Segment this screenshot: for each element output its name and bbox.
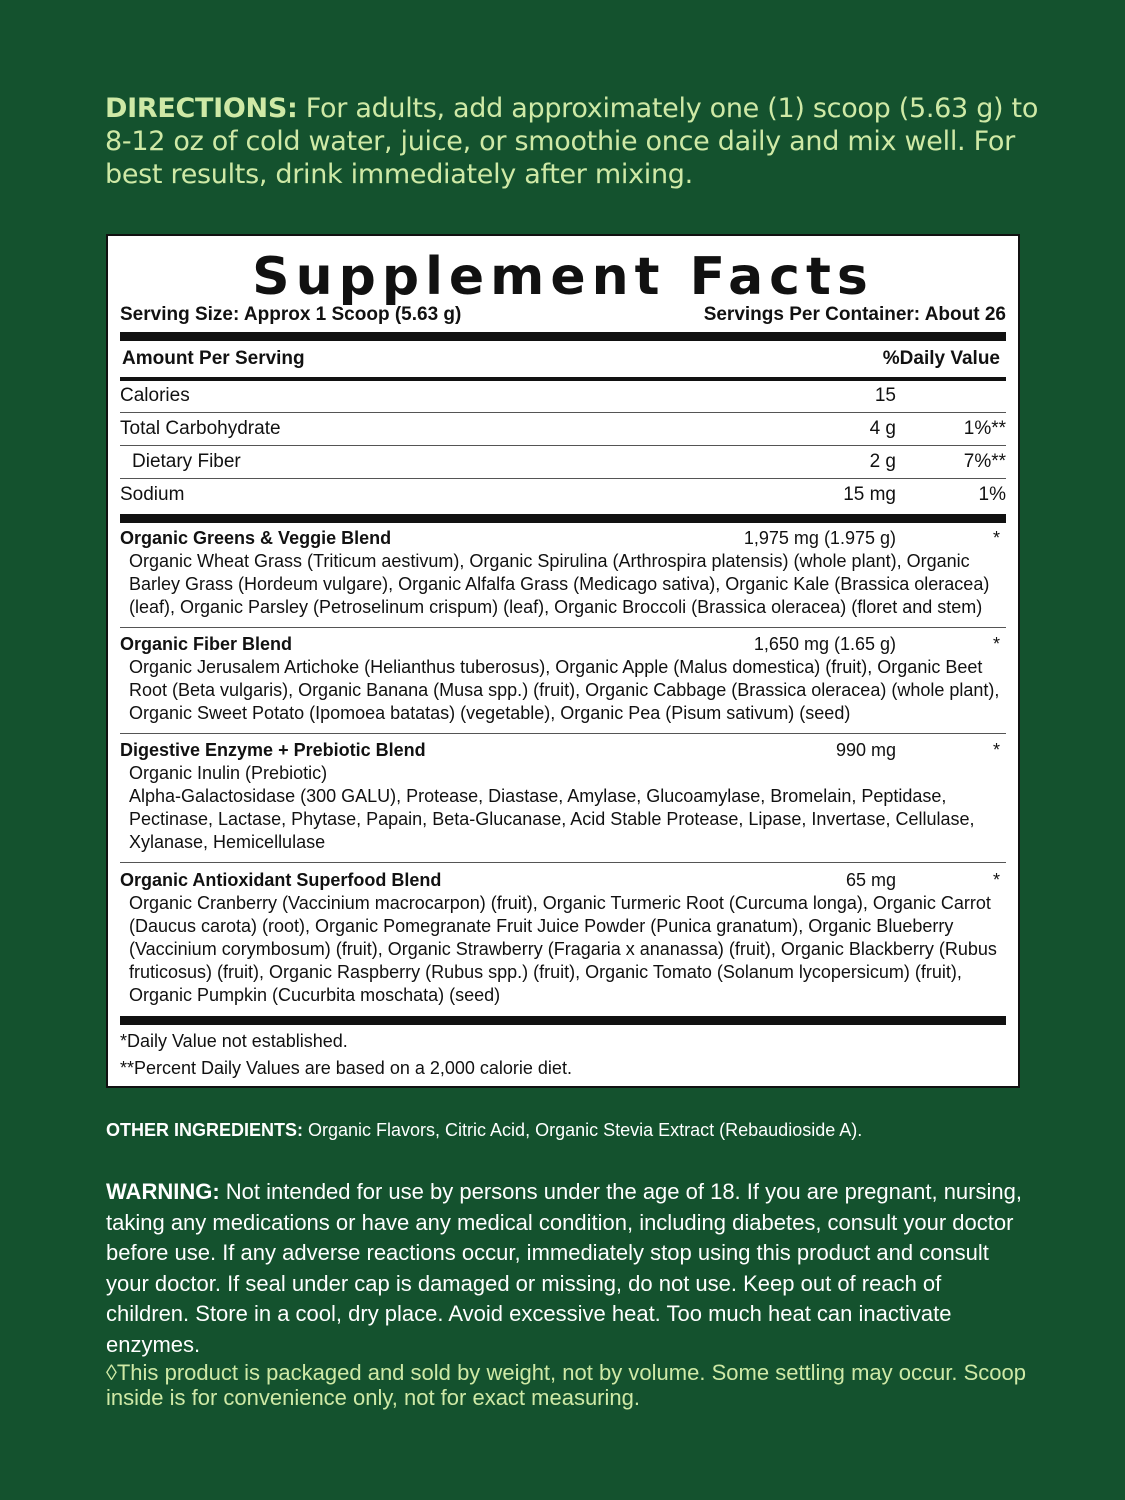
directions-text	[105, 92, 1040, 191]
serving-info	[120, 304, 1006, 326]
nutrient-dv: 1%	[978, 484, 1006, 505]
warning	[106, 1177, 1026, 1360]
nutrient-amount: 15	[874, 385, 896, 406]
nutrient-row	[120, 385, 1006, 409]
supplement-facts-panel	[106, 234, 1020, 1088]
directions-label: DIRECTIONS:	[105, 93, 298, 124]
divider	[120, 377, 1006, 381]
footnote-calorie: **Percent Daily Values are based on a 2,000 calorie diet.	[120, 1058, 572, 1078]
column-header	[122, 348, 1000, 370]
blend-amount: 990 mg	[835, 740, 896, 760]
dv-header: %Daily Value	[882, 348, 1000, 369]
divider	[120, 627, 1006, 628]
blend-name: Organic Fiber Blend	[120, 634, 293, 654]
settling-note: ◊This product is packaged and sold by weight, not by volume. Some settling may occur. Scoop inside is for convenience only, not for exact measuring.	[106, 1360, 1026, 1410]
servings-per-container: Servings Per Container: About 26	[703, 304, 1006, 325]
blend-name: Organic Antioxidant Superfood Blend	[120, 870, 442, 890]
serving-size: Serving Size: Approx 1 Scoop (5.63 g)	[120, 304, 462, 325]
divider	[120, 1016, 1006, 1025]
divider	[120, 862, 1006, 863]
blend-amount: 1,975 mg (1.975 g)	[743, 528, 896, 548]
divider	[120, 412, 1006, 413]
blend-ingredients: Organic Inulin (Prebiotic)	[129, 763, 328, 783]
blend-enzyme	[120, 739, 1006, 854]
nutrient-name: Calories	[120, 385, 190, 406]
panel-title: Supplement Facts	[252, 247, 874, 307]
blend-name: Organic Greens & Veggie Blend	[120, 528, 392, 548]
other-ingredients	[106, 1120, 1036, 1141]
blend-fiber	[120, 633, 1006, 725]
footnote-dv: *Daily Value not established.	[120, 1031, 348, 1051]
other-ingredients-text: Organic Flavors, Citric Acid, Organic Stevia Extract (Rebaudioside A).	[303, 1120, 863, 1140]
nutrient-name: Sodium	[120, 484, 185, 505]
blend-name: Digestive Enzyme + Prebiotic Blend	[120, 740, 426, 760]
blend-ingredients: Organic Jerusalem Artichoke (Helianthus tuberosus), Organic Apple (Malus domestica) (fruit), Organic Beet Root (Beta vulgaris), Organic Banana (Musa spp.) (fruit), Organic Cabbage (Brassica oleracea) (whole plant), Organic Sweet Potato (Ipomoea batatas) (vegetable), Organic Pea (Pisum sativum) (seed)	[129, 657, 1000, 723]
blend-dv: *	[992, 528, 1000, 548]
blend-greens	[120, 527, 1006, 619]
divider	[120, 332, 1006, 341]
blend-amount: 65 mg	[845, 870, 896, 890]
divider	[120, 445, 1006, 446]
nutrient-row	[120, 484, 1006, 508]
divider	[120, 478, 1006, 479]
amount-header: Amount Per Serving	[122, 348, 305, 369]
blend-dv: *	[992, 870, 1000, 890]
warning-text: Not intended for use by persons under the age of 18. If you are pregnant, nursing, taking any medications or have any medical condition, including diabetes, consult your doctor before use. If any adverse reactions occur, immediately stop using this product and consult your doctor. If seal under cap is damaged or missing, do not use. Keep out of reach of children. Store in a cool, dry place. Avoid excessive heat. Too much heat can inactivate enzymes.	[106, 1179, 1022, 1357]
blend-antioxidant	[120, 869, 1006, 1007]
blend-ingredients: Organic Cranberry (Vaccinium macrocarpon) (fruit), Organic Turmeric Root (Curcuma longa), Organic Carrot (Daucus carota) (root), Organic Pomegranate Fruit Juice Powder (Punica granatum), Organic Blueberry (Vaccinium corymbosum) (fruit), Organic Strawberry (Fragaria x ananassa) (fruit), Organic Blackberry (Rubus fruticosus) (fruit), Organic Raspberry (Rubus spp.) (fruit), Organic Tomato (Solanum lycopersicum) (fruit), Organic Pumpkin (Cucurbita moschata) (seed)	[129, 893, 997, 1005]
nutrient-amount: 2 g	[869, 451, 896, 472]
blend-dv: *	[992, 634, 1000, 654]
divider	[120, 733, 1006, 734]
nutrient-amount: 4 g	[869, 418, 896, 439]
nutrient-row	[120, 418, 1006, 442]
warning-label: WARNING:	[106, 1179, 220, 1204]
nutrient-dv: 7%**	[963, 451, 1006, 472]
nutrient-amount: 15 mg	[843, 484, 896, 505]
blend-ingredients-enzymes: Alpha-Galactosidase (300 GALU), Protease, Diastase, Amylase, Glucoamylase, Bromelain, Peptidase, Pectinase, Lactase, Phytase, Papain, Beta-Glucanase, Acid Stable Protease, Lipase, Invertase, Cellulase, Xylanase, Hemicellulase	[129, 786, 975, 852]
nutrient-name: Dietary Fiber	[132, 451, 241, 472]
nutrient-name: Total Carbohydrate	[120, 418, 281, 439]
blend-ingredients: Organic Wheat Grass (Triticum aestivum), Organic Spirulina (Arthrospira platensis) (whole plant), Organic Barley Grass (Hordeum vulgare), Organic Alfalfa Grass (Medicago sativa), Organic Kale (Brassica oleracea) (leaf), Organic Parsley (Petroselinum crispum) (leaf), Organic Broccoli (Brassica oleracea) (floret and stem)	[129, 551, 990, 617]
nutrient-row	[120, 451, 1006, 475]
nutrient-dv: 1%**	[963, 418, 1006, 439]
blend-amount: 1,650 mg (1.65 g)	[753, 634, 896, 654]
other-ingredients-label: OTHER INGREDIENTS:	[106, 1120, 304, 1140]
divider	[120, 514, 1006, 523]
blend-dv: *	[992, 740, 1000, 760]
directions-body: For adults, add approximately one (1) scoop (5.63 g) to 8-12 oz of cold water, juice, or smoothie once daily and mix well. For best results, drink immediately after mixing.	[105, 93, 1039, 190]
